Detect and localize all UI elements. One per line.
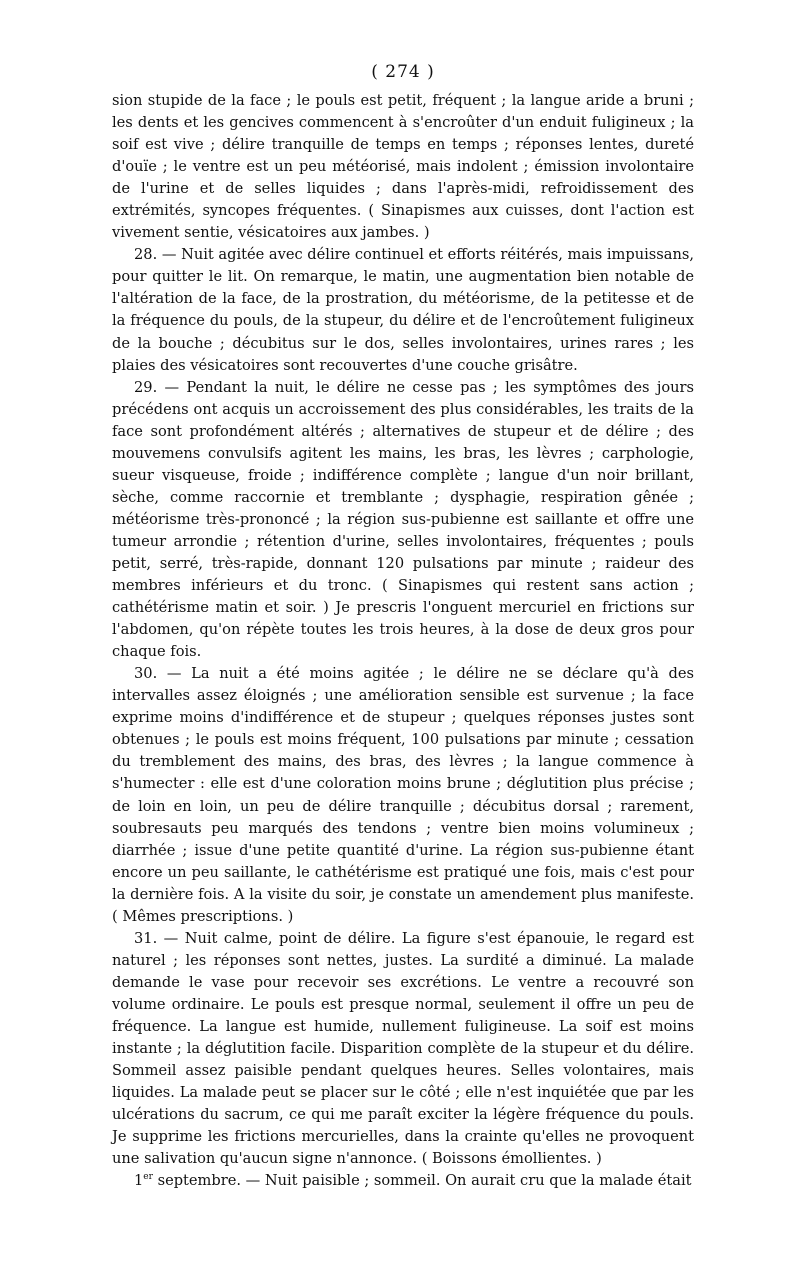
page-number: ( 274 ) bbox=[371, 62, 435, 82]
day-ordinal-suffix: er bbox=[143, 1172, 153, 1183]
paragraph-day-28: 28. — Nuit agitée avec délire continuel et efforts réitérés, mais impuissans, pour quitter le lit. On remarque, le matin, une augmentation bien notable de l'altération de la face, de la prostration, du météorisme, de la petitesse et de la fréquence du pouls, de la stupeur, du délire et de l'encroûtement fuligineux de la bouche ; décubitus sur le dos, selles involontaires, urines rares ; les plaies des vésicatoires sont recouvertes d'une couche grisâtre. bbox=[112, 246, 695, 374]
book-page bbox=[112, 62, 694, 1192]
paragraph-day-29: 29. — Pendant la nuit, le délire ne cesse pas ; les symptômes des jours précédens ont acquis un accroissement des plus considérables, les traits de la face sont profondément altérés ; alternatives de stupeur et de délire ; des mouvemens convulsifs agitent les mains, les bras, les lèvres ; carphologie, sueur visqueuse, froide ; indifférence complète ; langue d'un noir brillant, sèche, comme raccornie et tremblante ; dysphagie, respiration gênée ; météorisme très-prononcé ; la région sus-pubienne est saillante et offre une tumeur arrondie ; rétention d'urine, selles involontaires, fréquentes ; pouls petit, serré, très-rapide, donnant 120 pulsations par minute ; raideur des membres inférieurs et du tronc. ( Sinapismes qui restent sans action ; cathétérisme matin et soir. ) Je prescris l'onguent mercuriel en frictions sur l'abdomen, qu'on répète toutes les trois heures, à la dose de deux gros pour chaque fois. bbox=[112, 378, 694, 661]
paragraph-day-30: 30. — La nuit a été moins agitée ; le délire ne se déclare qu'à des intervalles assez éloignés ; une amélioration sensible est survenue ; la face exprime moins d'indifférence et de stupeur ; quelques réponses justes sont obtenues ; le pouls est moins fréquent, 100 pulsations par minute ; cessation du tremblement des mains, des bras, des lèvres ; la langue commence à s'humecter : elle est d'une coloration moins brune ; déglutition plus précise ; de loin en loin, un peu de délire tranquille ; décubitus dorsal ; rarement, soubresauts peu marqués des tendons ; ventre bien moins volumineux ; diarrhée ; issue d'une petite quantité d'urine. La région sus-pubienne étant encore un peu saillante, le cathétérisme est pratiqué une fois, mais c'est pour la dernière fois. A la visite du soir, je constate un amendement plus manifeste. ( Mêmes prescriptions. ) bbox=[112, 665, 694, 925]
paragraph-continued: sion stupide de la face ; le pouls est petit, fréquent ; la langue aride a bruni ; les dents et les gencives commencent à s'encroûter d'un enduit fuligineux ; la soif est vive ; délire tranquille de temps en temps ; réponses lentes, dureté d'ouïe ; le ventre est un peu météorisé, mais indolent ; émission involontaire de l'urine et de selles liquides ; dans l'après-midi, refroidissement des extrémités, syncopes fréquentes. ( Sinapismes aux cuisses, dont l'action est vivement sentie, vésicatoires aux jambes. ) bbox=[112, 92, 694, 242]
day-number: 1 bbox=[134, 1172, 144, 1190]
paragraph-september-1 bbox=[112, 1170, 694, 1192]
paragraph-day-31: 31. — Nuit calme, point de délire. La figure s'est épanouie, le regard est naturel ; les réponses sont nettes, justes. La surdité a diminué. La malade demande le vase pour recevoir ses excrétions. Le ventre a recouvré son volume ordinaire. Le pouls est presque normal, seulement il offre un peu de fréquence. La langue est humide, nullement fuligineuse. La soif est moins instante ; la déglutition facile. Disparition complète de la stupeur et du délire. Sommeil assez paisible pendant quelques heures. Selles volontaires, mais liquides. La malade peut se placer sur le côté ; elle n'est inquiétée que par les ulcérations du sacrum, ce qui me paraît exciter la légère fréquence du pouls. Je supprime les frictions mercurielles, dans la crainte qu'elles ne provoquent une salivation qu'aucun signe n'annonce. ( Boissons émollientes. ) bbox=[112, 929, 694, 1168]
body-text bbox=[112, 90, 694, 1192]
line-text: septembre. — Nuit paisible ; sommeil. On aurait cru que la malade était bbox=[152, 1172, 692, 1190]
